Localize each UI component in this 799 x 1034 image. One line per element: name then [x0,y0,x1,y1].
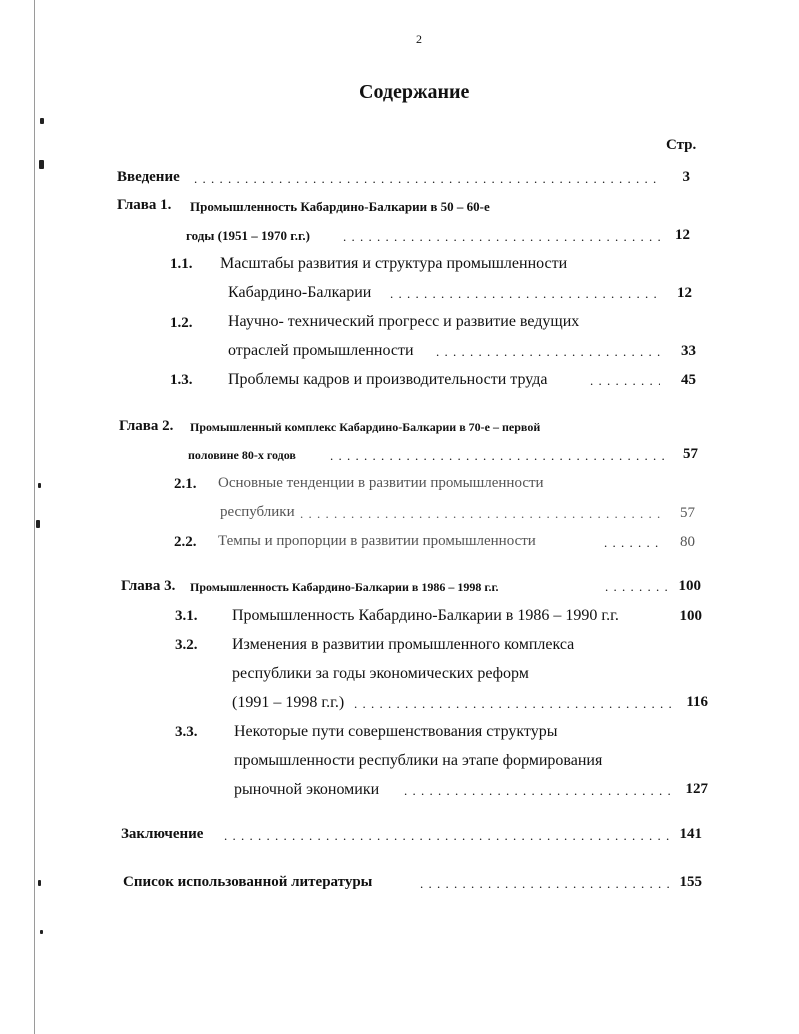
toc-s13-page: 45 [681,372,696,388]
toc-s21-num: 2.1. [174,476,197,492]
toc-s32-title-cont[interactable]: республики за годы экономических реформ [232,665,529,682]
toc-ch3-label[interactable]: Глава 3. [121,578,176,594]
leader-dots [436,345,660,358]
page-column-header: Стр. [666,137,697,153]
toc-s11-title-cont[interactable]: Кабардино-Балкарии [228,284,372,301]
toc-s31-num: 3.1. [175,608,198,624]
toc-s31-page: 100 [679,608,702,624]
toc-s12-num: 1.2. [170,315,193,331]
leader-dots [194,172,657,185]
leader-dots [330,449,666,462]
toc-ch3-title[interactable]: Промышленность Кабардино-Балкарии в 1986 – 1998 г.г. [190,580,499,594]
toc-intro-label[interactable]: Введение [117,169,180,185]
scan-speck [36,520,40,528]
scan-speck [40,930,43,934]
leader-dots [420,877,670,890]
toc-s22-page: 80 [680,534,695,550]
toc-s12-title[interactable]: Научно- технический прогресс и развитие ведущих [228,313,580,330]
toc-s32-page: 116 [686,694,708,710]
toc-s33-page: 127 [685,781,708,797]
leader-dots [300,507,664,520]
toc-conclusion-page: 141 [679,826,702,842]
toc-s21-title-cont[interactable]: республики [220,504,295,520]
toc-ch1-title[interactable]: Промышленность Кабардино-Балкарии в 50 – 60-е [190,199,490,214]
toc-s13-title[interactable]: Проблемы кадров и производительности труда [228,371,548,388]
toc-ch2-title[interactable]: Промышленный комплекс Кабардино-Балкарии в 70-е – первой [190,420,541,434]
leader-dots [343,230,663,243]
toc-bibliography-label[interactable]: Список использованной литературы [123,874,373,890]
toc-s32-title[interactable]: Изменения в развитии промышленного комплекса [232,636,575,653]
toc-s33-num: 3.3. [175,724,198,740]
toc-s32-num: 3.2. [175,637,198,653]
toc-ch2-label[interactable]: Глава 2. [119,418,174,434]
leader-dots [404,784,670,797]
toc-s22-title[interactable]: Темпы и пропорции в развитии промышленности [218,533,536,549]
toc-intro-page: 3 [682,169,690,185]
toc-ch1-title-cont[interactable]: годы (1951 – 1970 г.г.) [186,228,310,243]
toc-s32-title-cont2[interactable]: (1991 – 1998 г.г.) [232,694,345,711]
toc-ch3-page: 100 [678,578,701,594]
leader-dots [224,829,672,842]
toc-s11-num: 1.1. [170,256,193,272]
toc-s21-page: 57 [680,505,695,521]
leader-dots [354,697,674,710]
toc-s11-title[interactable]: Масштабы развития и структура промышленности [220,255,568,272]
toc-s33-title-cont[interactable]: промышленности республики на этапе формирования [234,752,603,769]
toc-s22-num: 2.2. [174,534,197,550]
toc-s11-page: 12 [677,285,692,301]
scan-speck [39,160,44,169]
scan-edge-line [34,0,35,1034]
toc-ch2-page: 57 [683,446,698,462]
toc-ch1-page: 12 [675,227,690,243]
toc-s21-title[interactable]: Основные тенденции в развитии промышленности [218,475,544,491]
toc-ch1-label[interactable]: Глава 1. [117,197,172,213]
leader-dots [390,287,662,300]
scan-speck [38,483,41,488]
toc-conclusion-label[interactable]: Заключение [121,826,204,842]
toc-ch2-title-cont[interactable]: половине 80-х годов [188,448,296,462]
toc-s12-title-cont[interactable]: отраслей промышленности [228,342,414,359]
toc-s12-page: 33 [681,343,696,359]
toc-s13-num: 1.3. [170,372,193,388]
scan-speck [38,880,41,886]
page-title: Содержание [359,81,470,103]
scan-speck [40,118,44,124]
toc-bibliography-page: 155 [679,874,702,890]
toc-s33-title[interactable]: Некоторые пути совершенствования структуры [234,723,558,740]
toc-s33-title-cont2[interactable]: рыночной экономики [234,781,380,798]
toc-s31-title[interactable]: Промышленность Кабардино-Балкарии в 1986 – 1990 г.г. [232,607,619,624]
page-number: 2 [416,32,422,46]
